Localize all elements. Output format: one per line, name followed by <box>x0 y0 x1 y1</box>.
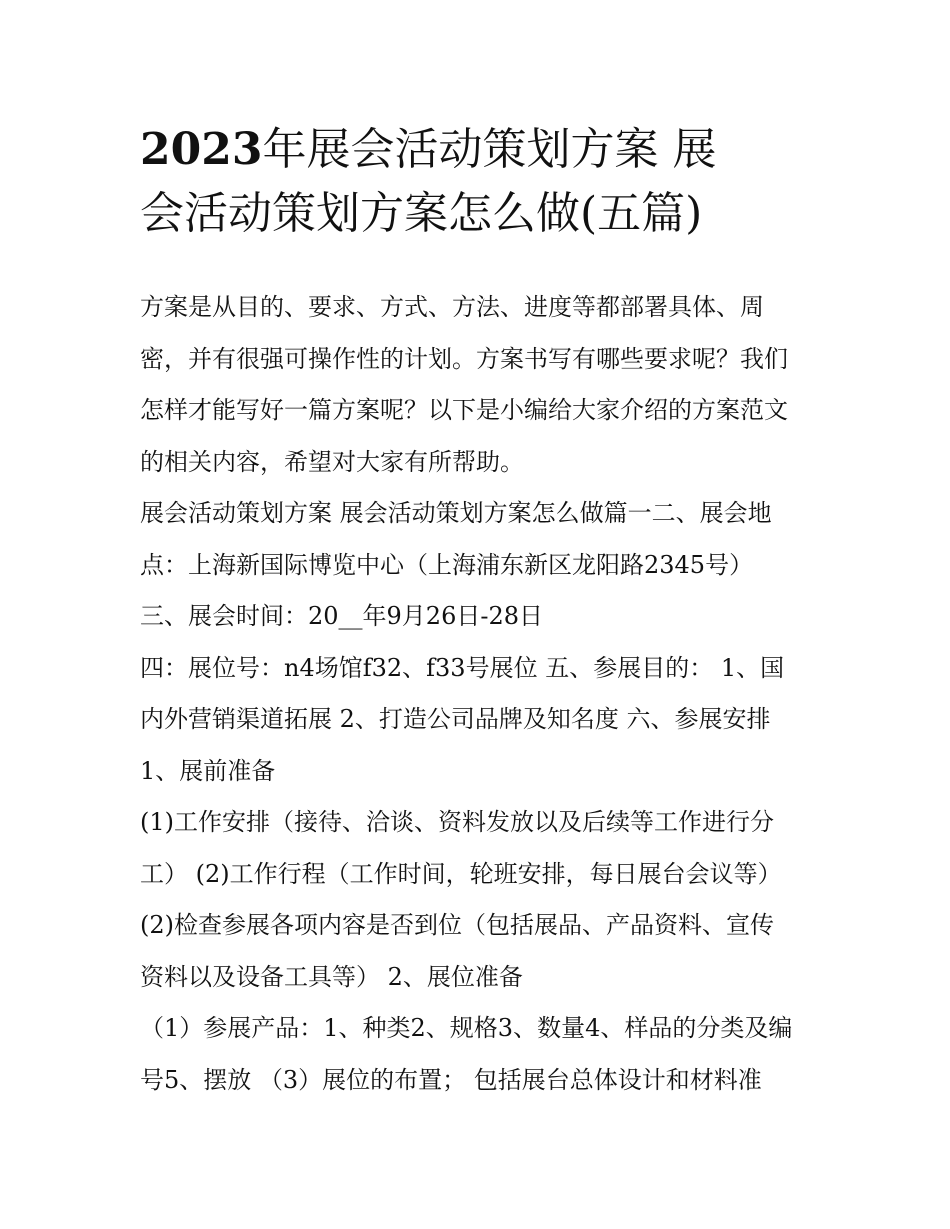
title-year: 2023 <box>140 124 263 175</box>
body-line: 1、展前准备 <box>140 756 276 785</box>
document-body <box>140 282 820 1106</box>
body-line: 三、展会时间：20__年9月26日-28日 <box>140 602 543 630</box>
body-line: (2)检查参展各项内容是否到位（包括展品、产品资料、宣传 <box>140 911 774 939</box>
body-line: 四：展位号：n4场馆f32、f33号展位 五、参展目的： 1、国 <box>140 653 785 682</box>
body-line: 方案是从目的、要求、方式、方法、进度等都部署具体、周 <box>140 293 764 321</box>
body-line: 内外营销渠道拓展 2、打造公司品牌及知名度 六、参展安排 <box>140 705 771 733</box>
body-line: 密，并有很强可操作性的计划。方案书写有哪些要求呢？我们 <box>140 344 788 373</box>
body-line: 号5、摆放 （3）展位的布置； 包括展台总体设计和材料准 <box>140 1065 762 1094</box>
body-line: 资料以及设备工具等） 2、展位准备 <box>140 962 523 991</box>
document-title <box>140 118 820 246</box>
body-line: 工） (2)工作行程（工作时间，轮班安排，每日展台会议等） <box>140 859 782 888</box>
body-line: （1）参展产品：1、种类2、规格3、数量4、样品的分类及编 <box>140 1014 793 1042</box>
body-line: 的相关内容，希望对大家有所帮助。 <box>140 447 524 476</box>
title-line-1 <box>140 118 820 182</box>
title-line-1-text: 年展会活动策划方案 展 <box>262 124 717 175</box>
body-line: 展会活动策划方案 展会活动策划方案怎么做篇一二、展会地 <box>140 499 772 527</box>
body-line: 点：上海新国际博览中心（上海浦东新区龙阳路2345号） <box>140 550 754 579</box>
body-line: (1)工作安排（接待、洽谈、资料发放以及后续等工作进行分 <box>140 808 774 836</box>
title-line-2: 会活动策划方案怎么做(五篇) <box>140 188 703 239</box>
body-line: 怎样才能写好一篇方案呢？以下是小编给大家介绍的方案范文 <box>140 396 788 424</box>
